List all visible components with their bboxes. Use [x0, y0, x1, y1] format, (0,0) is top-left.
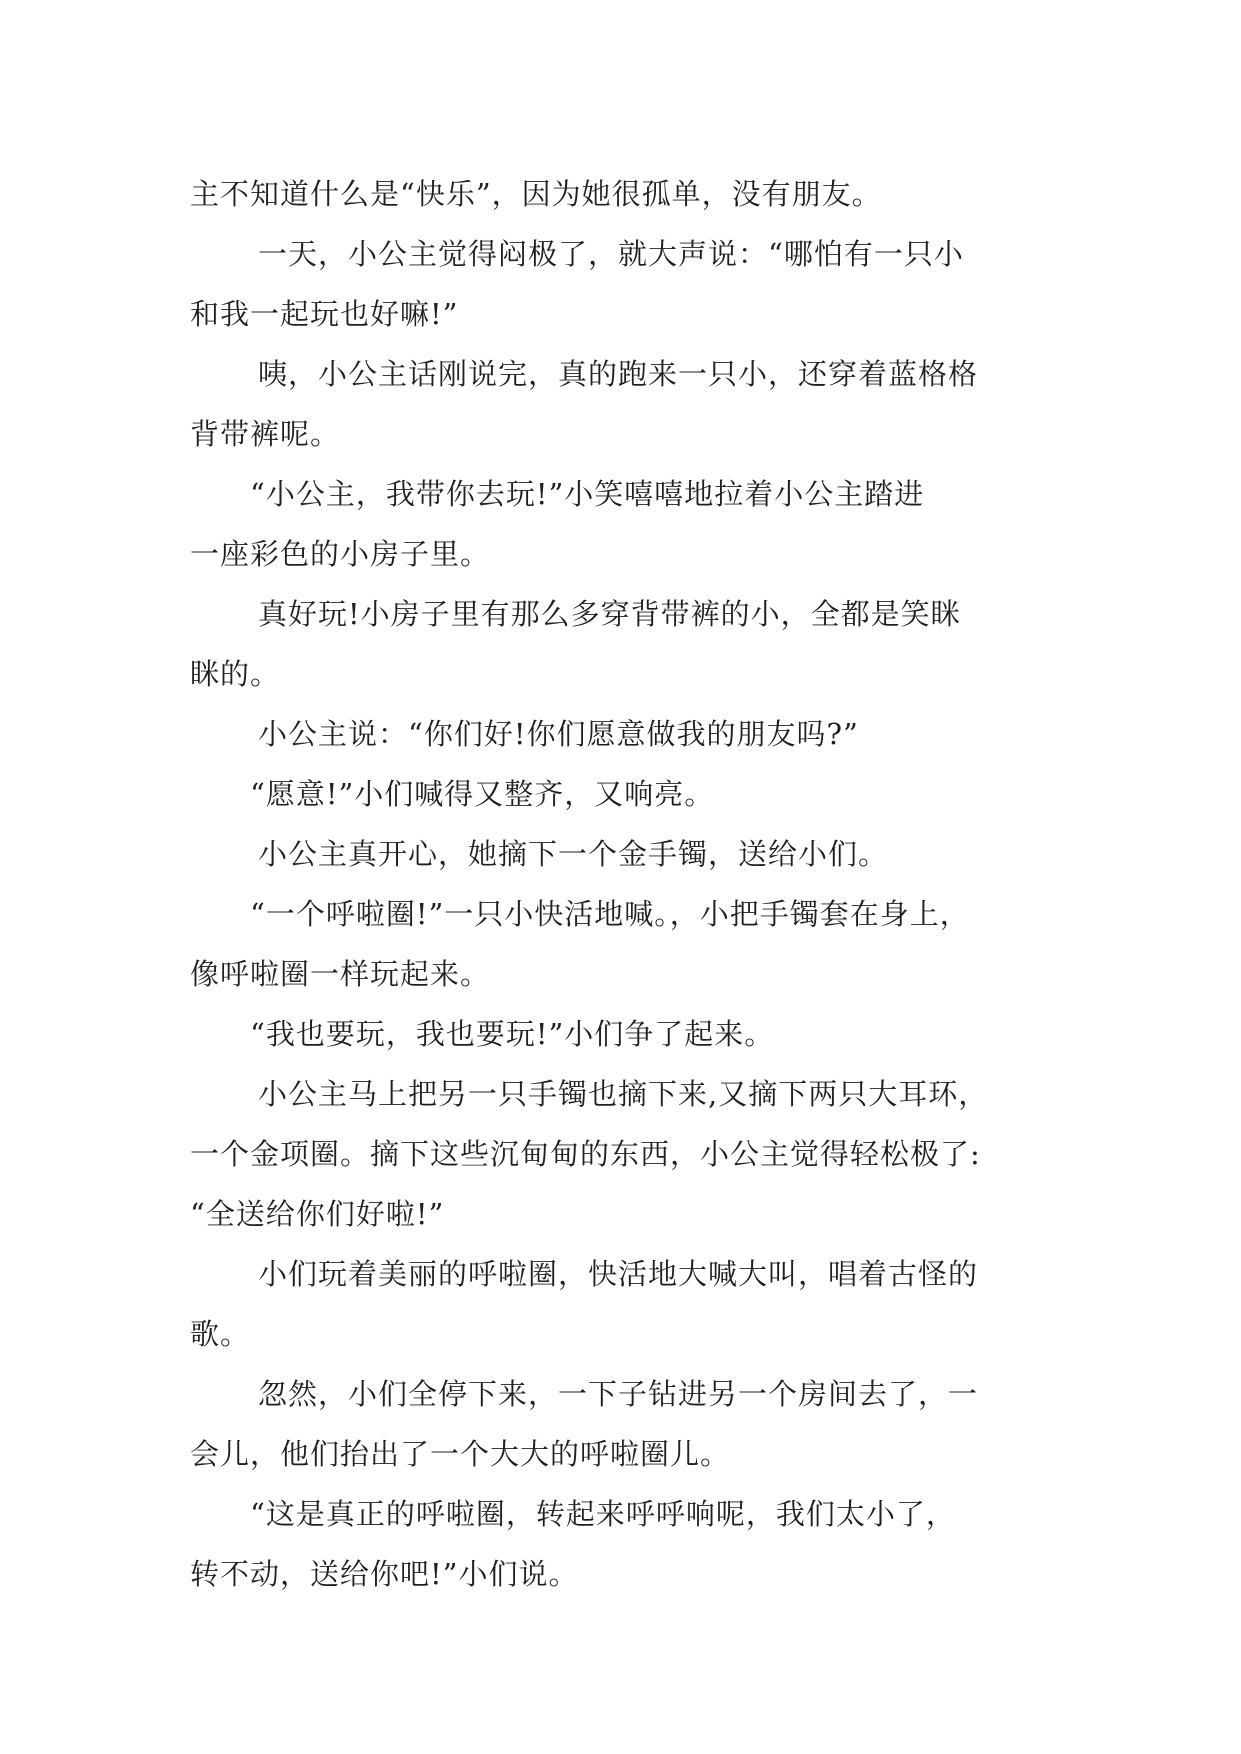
story-line: “愿意!”小们喊得又整齐，又响亮。 [250, 777, 715, 811]
story-line: 歌。 [190, 1317, 251, 1351]
story-line: “小公主，我带你去玩!”小笑嘻嘻地拉着小公主踏进 [250, 477, 925, 511]
story-line: 背带裤呢。 [190, 417, 341, 451]
story-line: 小们玩着美丽的呼啦圈，快活地大喊大叫，唱着古怪的 [258, 1257, 979, 1291]
story-line: 眯的。 [190, 657, 281, 691]
story-line: 咦，小公主话刚说完，真的跑来一只小，还穿着蓝格格 [258, 357, 979, 391]
story-line: 忽然，小们全停下来，一下子钻进另一个房间去了，一 [258, 1377, 979, 1411]
story-line: 转不动，送给你吧!”小们说。 [190, 1557, 579, 1591]
story-line: 和我一起玩也好嘛!” [190, 297, 459, 331]
story-line: 一天，小公主觉得闷极了，就大声说：“哪怕有一只小 [258, 237, 964, 271]
story-line: “一个呼啦圈!”一只小快活地喊。，小把手镯套在身上， [250, 897, 970, 931]
story-text [190, 164, 1070, 1604]
story-line: “这是真正的呼啦圈，转起来呼呼响呢，我们太小了， [250, 1497, 956, 1531]
story-line: 小公主马上把另一只手镯也摘下来,又摘下两只大耳环， [258, 1077, 989, 1111]
story-line: 真好玩!小房子里有那么多穿背带裤的小，全都是笑眯 [258, 597, 961, 631]
story-line: 会儿，他们抬出了一个大大的呼啦圈儿。 [190, 1437, 731, 1471]
story-line: 主不知道什么是“快乐”，因为她很孤单，没有朋友。 [190, 177, 882, 211]
story-line: 一座彩色的小房子里。 [190, 537, 491, 571]
story-line: 小公主说：“你们好!你们愿意做我的朋友吗?” [258, 717, 859, 751]
story-line: “全送给你们好啦!” [190, 1197, 445, 1231]
story-line: 一个金项圈。摘下这些沉甸甸的东西，小公主觉得轻松极了: [190, 1137, 981, 1171]
story-line: 像呼啦圈一样玩起来。 [190, 957, 491, 991]
story-line: “我也要玩，我也要玩!”小们争了起来。 [250, 1017, 775, 1051]
story-line: 小公主真开心，她摘下一个金手镯，送给小们。 [258, 837, 889, 871]
